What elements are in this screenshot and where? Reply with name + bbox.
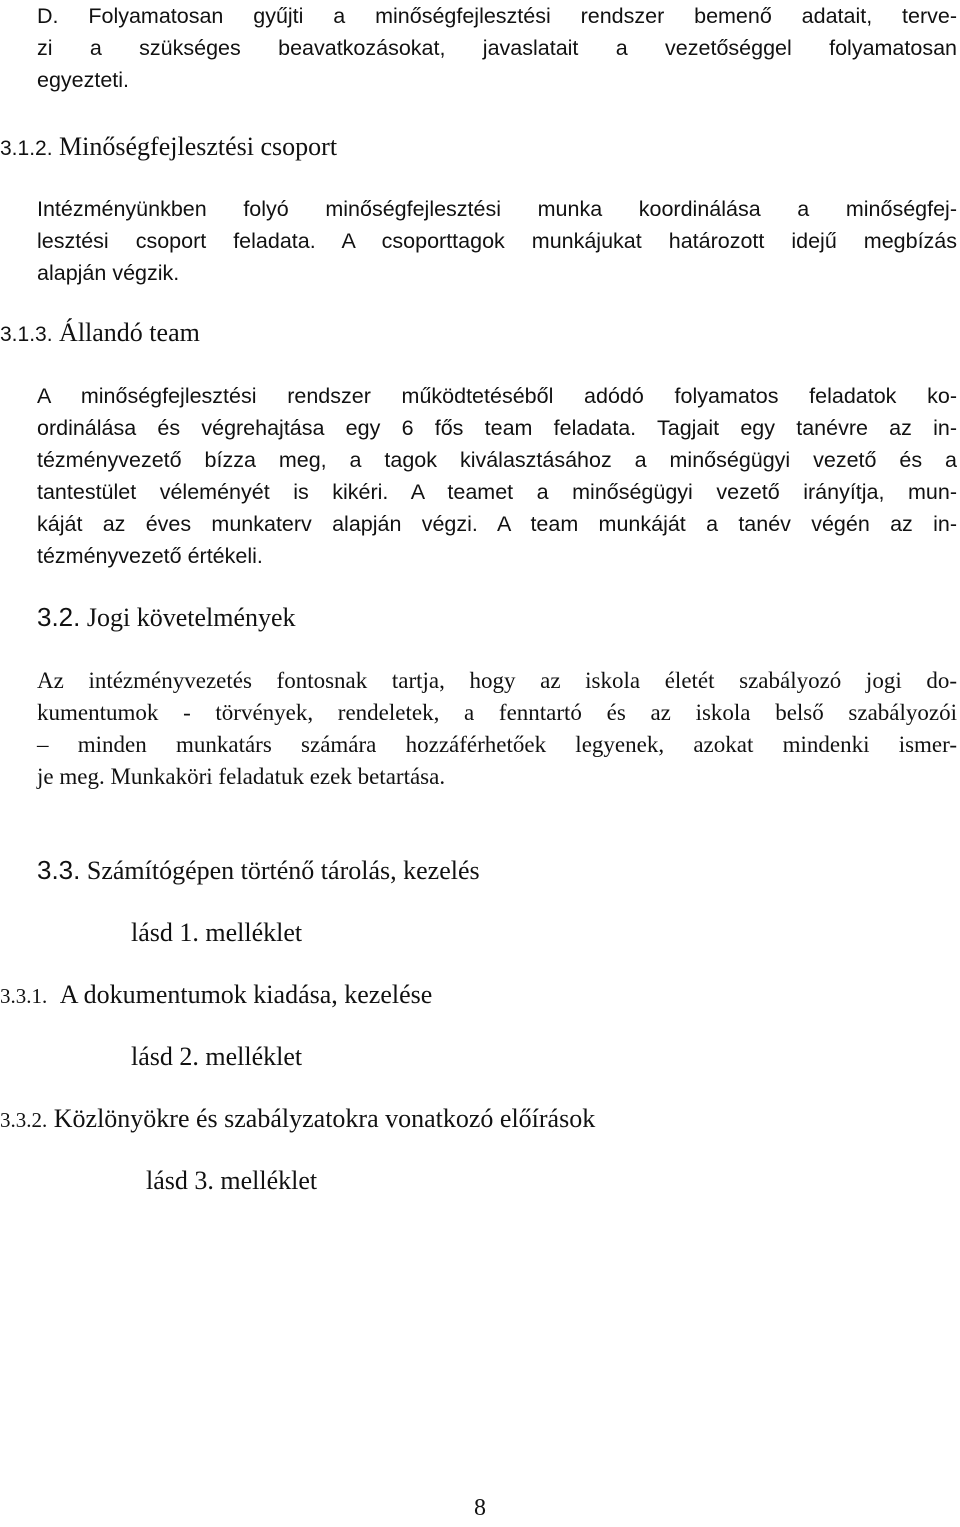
paragraph-line: kumentumok - törvények, rendeletek, a fenntartó és az iskola belső szabályozói bbox=[37, 700, 957, 725]
paragraph-line: je meg. Munkaköri feladatuk ezek betartása. bbox=[37, 764, 446, 789]
paragraph-line: zi a szükséges beavatkozásokat, javaslatait a vezetőséggel folyamatosan bbox=[37, 36, 957, 60]
paragraph-line: káját az éves munkaterv alapján végzi. A team munkáját a tanév végén az in- bbox=[37, 512, 957, 536]
heading-title: Állandó team bbox=[59, 318, 200, 347]
heading-3-2 bbox=[37, 602, 296, 633]
paragraph-3-1-3 bbox=[37, 380, 957, 572]
heading-number: 3.3. bbox=[37, 855, 81, 885]
heading-number: 3.3.2. bbox=[0, 1108, 48, 1132]
paragraph-line: tézményvezető értékeli. bbox=[37, 544, 263, 568]
heading-3-3-1 bbox=[0, 980, 432, 1010]
heading-number: 3.3.1. bbox=[0, 984, 48, 1008]
heading-title: A dokumentumok kiadása, kezelése bbox=[59, 980, 433, 1009]
paragraph-line: Az intézményvezetés fontosnak tartja, hogy az iskola életét szabályozó jogi do- bbox=[37, 668, 957, 693]
intro-paragraph bbox=[37, 0, 957, 96]
heading-title: Közlönyökre és szabályzatokra vonatkozó előírások bbox=[53, 1104, 596, 1133]
paragraph-line: tézményvezető bízza meg, a tagok kiválasztásához a minőségügyi vezető és a bbox=[37, 448, 957, 472]
heading-title: Számítógépen történő tárolás, kezelés bbox=[86, 856, 480, 885]
paragraph-line: alapján végzik. bbox=[37, 261, 180, 285]
annex-reference: lásd 3. melléklet bbox=[146, 1166, 318, 1195]
paragraph-line: D. Folyamatosan gyűjti a minőségfejlesztési rendszer bemenő adatait, terve- bbox=[37, 4, 957, 28]
heading-title: Minőségfejlesztési csoport bbox=[59, 132, 338, 161]
paragraph-line: lesztési csoport feladata. A csoporttagok munkájukat határozott idejű megbízás bbox=[37, 229, 957, 253]
paragraph-line: egyezteti. bbox=[37, 68, 130, 92]
annex-reference: lásd 1. melléklet bbox=[131, 918, 303, 947]
heading-number: 3.1.2. bbox=[0, 137, 53, 160]
paragraph-line: – minden munkatárs számára hozzáférhetőek legyenek, azokat mindenki ismer- bbox=[37, 732, 957, 757]
paragraph-3-1-2 bbox=[37, 193, 957, 289]
heading-number: 3.1.3. bbox=[0, 323, 53, 346]
heading-3-1-2 bbox=[0, 132, 337, 162]
heading-number: 3.2. bbox=[37, 602, 81, 632]
paragraph-line: ordinálása és végrehajtása egy 6 fős team feladata. Tagjait egy tanévre az in- bbox=[37, 416, 957, 440]
heading-3-3 bbox=[37, 855, 480, 886]
heading-title: Jogi követelmények bbox=[86, 603, 296, 632]
paragraph-line: tantestület véleményét is kikéri. A teamet a minőségügyi vezető irányítja, mun- bbox=[37, 480, 957, 504]
heading-3-3-2 bbox=[0, 1104, 595, 1134]
paragraph-line: Intézményünkben folyó minőségfejlesztési munka koordinálása a minőségfej- bbox=[37, 197, 957, 221]
paragraph-3-2 bbox=[37, 665, 957, 793]
heading-3-1-3 bbox=[0, 318, 200, 348]
paragraph-line: A minőségfejlesztési rendszer működtetéséből adódó folyamatos feladatok ko- bbox=[37, 384, 957, 408]
annex-reference: lásd 2. melléklet bbox=[131, 1042, 303, 1071]
page-number: 8 bbox=[474, 1495, 486, 1521]
